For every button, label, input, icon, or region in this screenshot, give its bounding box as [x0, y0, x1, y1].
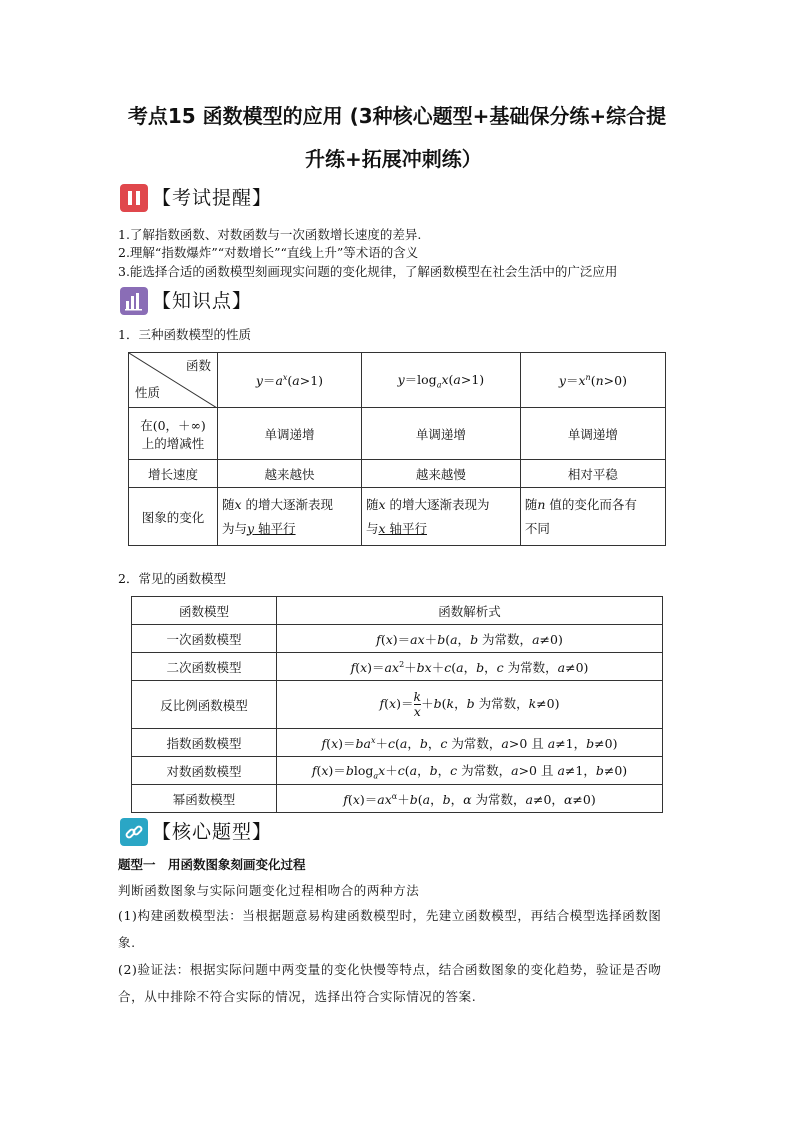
text: 随: [222, 496, 235, 512]
cell-growth-pow: 相对平稳: [520, 460, 665, 488]
header-power: $y=x^n(n>0)$: [520, 353, 665, 408]
model-power: 幂函数模型: [132, 785, 277, 813]
model-exponential: 指数函数模型: [132, 729, 277, 757]
var: n: [537, 496, 546, 512]
text: 随: [524, 496, 538, 512]
text: 值的变化而各有: [545, 496, 637, 512]
section-reminder-label: 【考试提醒】: [152, 187, 273, 209]
text: 随: [365, 496, 379, 512]
header-model: 函数模型: [132, 597, 277, 625]
cell-mono-pow: 单调递增: [520, 408, 665, 460]
pause-icon: [120, 184, 148, 212]
corner-top-label: 函数: [185, 358, 211, 373]
cell-growth-exp: 越来越快: [218, 460, 362, 488]
formula-quadratic: $f(x)=ax^2+bx+c(a$，b，c 为常数，a≠0): [277, 653, 663, 681]
row-graph-label: 图象的变化: [129, 488, 218, 546]
formula-exponential: $f(x)=ba^x+c(a$，b，c 为常数，a>0 且 a≠1，b≠0): [277, 729, 663, 757]
type1-heading: 题型一 用函数图象刻画变化过程: [118, 857, 306, 872]
section-core: [120, 818, 272, 846]
method-1: (1)构建函数模型法：当根据题意易构建函数模型时，先建立函数模型，再结合模型选择函数图象.: [118, 908, 662, 950]
type1-intro: 判断函数图象与实际问题变化过程相吻合的两种方法: [118, 883, 420, 898]
knowledge-heading-1: 1．三种函数模型的性质: [118, 327, 251, 342]
table-corner-cell: [129, 353, 218, 408]
knowledge-heading-2: 2．常见的函数模型: [118, 571, 226, 586]
header-logarithmic: $y=\log_ax(a>1)$: [361, 353, 520, 408]
cell-mono-log: 单调递增: [361, 408, 520, 460]
reminder-item-1: 1.了解指数函数、对数函数与一次函数增长速度的差异.: [118, 227, 422, 242]
section-reminder: [120, 184, 272, 212]
var: x: [234, 496, 242, 512]
row-label-line1: 在(0，＋∞): [140, 417, 206, 433]
text: 的增大逐渐表现: [241, 496, 334, 512]
section-knowledge-label: 【知识点】: [152, 290, 253, 312]
header-formula: 函数解析式: [277, 597, 663, 625]
cell-mono-exp: 单调递增: [218, 408, 362, 460]
text: 与: [365, 520, 379, 536]
formula-linear: f(x)＝ax＋b(a，b 为常数，a≠0): [277, 625, 663, 653]
model-quadratic: 二次函数模型: [132, 653, 277, 681]
cell-graph-pow: [520, 488, 665, 546]
formula-inverse: f(x)＝ $\frac{k}{x}$ ＋b(k，b 为常数，k≠0): [277, 681, 663, 729]
row-label-line2: 上的增减性: [141, 435, 205, 451]
link-icon: [120, 818, 148, 846]
text: 轴平行: [385, 520, 427, 536]
model-linear: 一次函数模型: [132, 625, 277, 653]
section-core-label: 【核心题型】: [152, 821, 273, 843]
method-2: (2)验证法：根据实际问题中两变量的变化快慢等特点，结合函数图象的变化趋势，验证是否吻合，从中排除不符合实际的情况，选择出符合实际情况的答案.: [118, 962, 662, 1004]
model-inverse: 反比例函数模型: [132, 681, 277, 729]
text: 轴平行: [254, 520, 296, 536]
page-title-line2: 升练+拓展冲刺练）: [305, 147, 482, 171]
reminder-item-2: 2.理解“指数爆炸”“对数增长”“直线上升”等术语的含义: [118, 245, 419, 260]
page-title-line1: 考点15 函数模型的应用 (3种核心题型+基础保分练+综合提: [127, 104, 667, 128]
cell-graph-log: [361, 488, 520, 546]
bar-chart-icon: [120, 287, 148, 315]
formula-logarithmic: f(x)＝blog$_a$x＋c(a，b，c 为常数，a>0 且 a≠1，b≠0): [277, 757, 663, 785]
header-exponential: $y=a^x(a>1)$: [218, 353, 362, 408]
var: y: [247, 520, 255, 536]
row-monotonicity-label: [129, 408, 218, 460]
function-models-table: [131, 596, 663, 813]
reminder-item-3: 3.能选择合适的函数模型刻画现实问题的变化规律，了解函数模型在社会生活中的广泛应用: [118, 264, 618, 279]
row-growth-label: 增长速度: [129, 460, 218, 488]
text: 为与: [222, 520, 248, 536]
corner-bottom-label: 性质: [135, 385, 161, 400]
cell-graph-exp: [218, 488, 362, 546]
model-logarithmic: 对数函数模型: [132, 757, 277, 785]
var: x: [378, 520, 386, 536]
text: 不同: [524, 520, 550, 536]
var: x: [378, 496, 386, 512]
function-properties-table: [128, 352, 666, 546]
cell-growth-log: 越来越慢: [361, 460, 520, 488]
text: 的增大逐渐表现为: [385, 496, 490, 512]
section-knowledge: [120, 287, 252, 315]
formula-power: $f(x)=ax^\alpha+b(a$，b，α 为常数，a≠0，α≠0): [277, 785, 663, 813]
